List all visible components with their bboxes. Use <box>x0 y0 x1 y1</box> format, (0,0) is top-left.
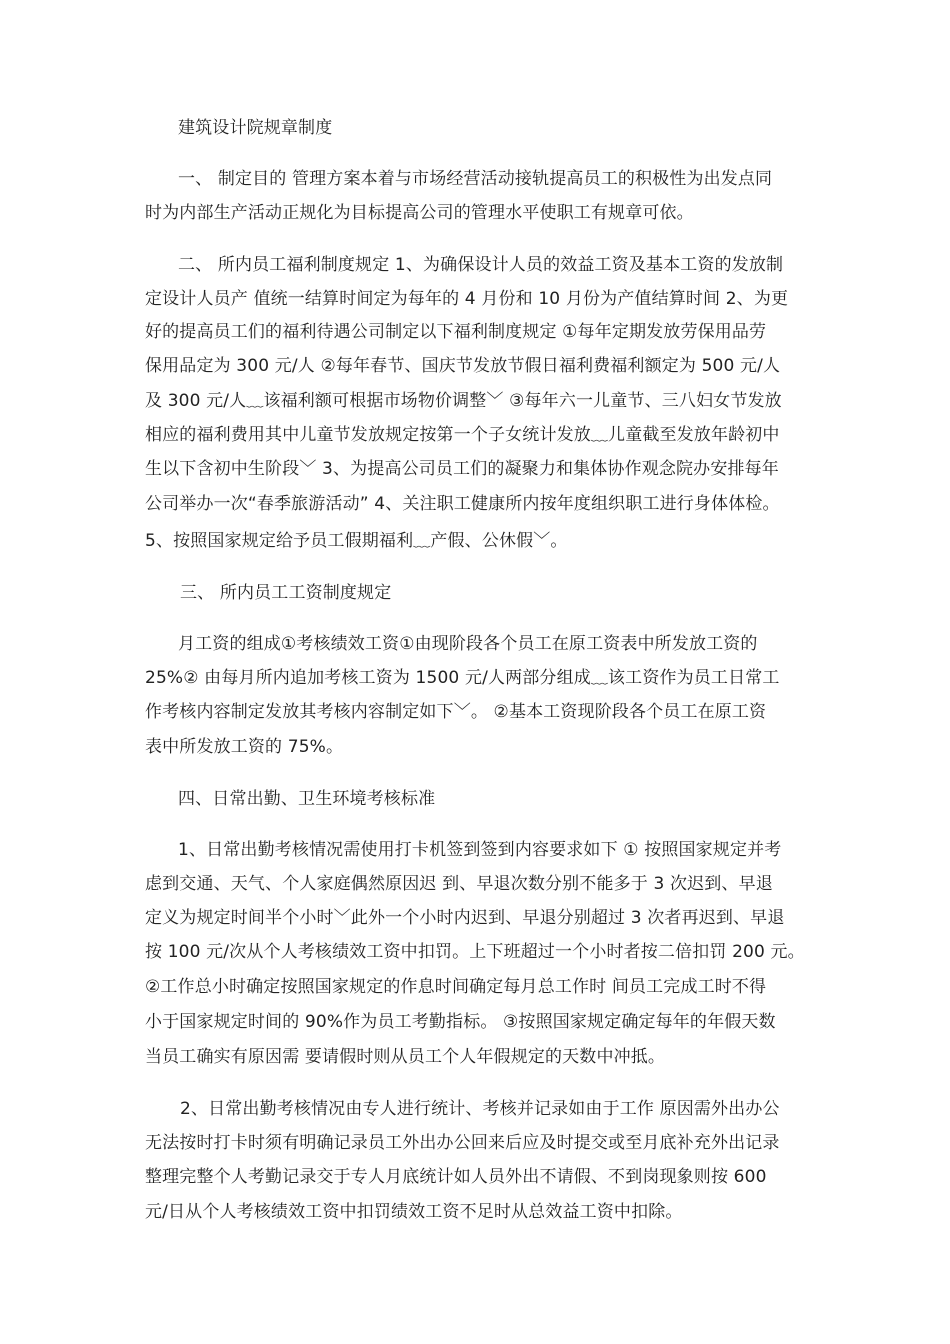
section1-line-1: 一、 制定目的 管理方案本着与市场经营活动接轨提高员工的积极性为出发点同 <box>178 169 773 189</box>
section3-line-4: 表中所发放工资的 75%。 <box>145 737 344 757</box>
section2-line-2: 定设计人员产 值统一结算时间定为每年的 4 月份和 10 月份为产值结算时间 2、为更 <box>145 289 789 309</box>
section4-item1-line-7: 当员工确实有原因需 要请假时则从员工个人年假规定的天数中冲抵。 <box>145 1047 666 1067</box>
section2-line-4: 保用品定为 300 元/人 ②每年春节、国庆节发放节假日福利费福利额定为 500 元/人 <box>145 356 781 376</box>
section3-line-1: 月工资的组成①考核绩效工资①由现阶段各个员工在原工资表中所发放工资的 <box>178 634 758 654</box>
section4-item2-line-1: 2、日常出勤考核情况由专人进行统计、考核并记录如由于工作 原因需外出办公 <box>180 1099 780 1119</box>
document-title: 建筑设计院规章制度 <box>178 118 333 138</box>
section2-line-5: 及 300 元/人﹏该福利额可根据市场物价调整﹀ ③每年六一儿童节、三八妇女节发放 <box>145 391 782 411</box>
section4-item1-line-4: 按 100 元/次从个人考核绩效工资中扣罚。上下班超过一个小时者按二倍扣罚 200 元。 <box>145 942 805 962</box>
section4-item1-line-2: 虑到交通、天气、个人家庭偶然原因迟 到、早退次数分别不能多于 3 次迟到、早退 <box>145 874 773 894</box>
section3-line-2: 25%② 由每月所内追加考核工资为 1500 元/人两部分组成﹏该工资作为员工日常工 <box>145 668 780 688</box>
section4-item1-line-5: ②工作总小时确定按照国家规定的作息时间确定每月总工作时 间员工完成工时不得 <box>145 977 767 997</box>
section4-item2-line-2: 无法按时打卡时须有明确记录员工外出办公回来后应及时提交或至月底补充外出记录 <box>145 1133 780 1153</box>
section2-line-7: 生以下含初中生阶段﹀ 3、为提高公司员工们的凝聚力和集体协作观念院办安排每年 <box>145 459 779 479</box>
section2-line-1: 二、 所内员工福利制度规定 1、为确保设计人员的效益工资及基本工资的发放制 <box>178 255 784 275</box>
section2-line-6: 相应的福利费用其中儿童节发放规定按第一个子女统计发放﹏儿童截至发放年龄初中 <box>145 425 780 445</box>
section4-heading: 四、日常出勤、卫生环境考核标准 <box>178 789 436 809</box>
section3-heading: 三、 所内员工工资制度规定 <box>180 583 392 603</box>
section1-line-2: 时为内部生产活动正规化为目标提高公司的管理水平使职工有规章可依。 <box>145 203 694 223</box>
section4-item1-line-3: 定义为规定时间半个小时﹀此外一个小时内迟到、早退分别超过 3 次者再迟到、早退 <box>145 908 785 928</box>
section2-line-9: 5、按照国家规定给予员工假期福利﹏产假、公休假﹀。 <box>145 531 568 551</box>
section2-line-8: 公司举办一次“春季旅游活动” 4、关注职工健康所内按年度组织职工进行身体体检。 <box>145 494 780 514</box>
section4-item1-line-1: 1、日常出勤考核情况需使用打卡机签到签到内容要求如下 ① 按照国家规定并考 <box>178 840 782 860</box>
section4-item1-line-6: 小于国家规定时间的 90%作为员工考勤指标。 ③按照国家规定确定每年的年假天数 <box>145 1012 776 1032</box>
section3-line-3: 作考核内容制定发放其考核内容制定如下﹀。 ②基本工资现阶段各个员工在原工资 <box>145 702 767 722</box>
section4-item2-line-3: 整理完整个人考勤记录交于专人月底统计如人员外出不请假、不到岗现象则按 600 <box>145 1167 767 1187</box>
section2-line-3: 好的提高员工们的福利待遇公司制定以下福利制度规定 ①每年定期发放劳保用品劳 <box>145 322 767 342</box>
section4-item2-line-4: 元/日从个人考核绩效工资中扣罚绩效工资不足时从总效益工资中扣除。 <box>145 1202 683 1222</box>
